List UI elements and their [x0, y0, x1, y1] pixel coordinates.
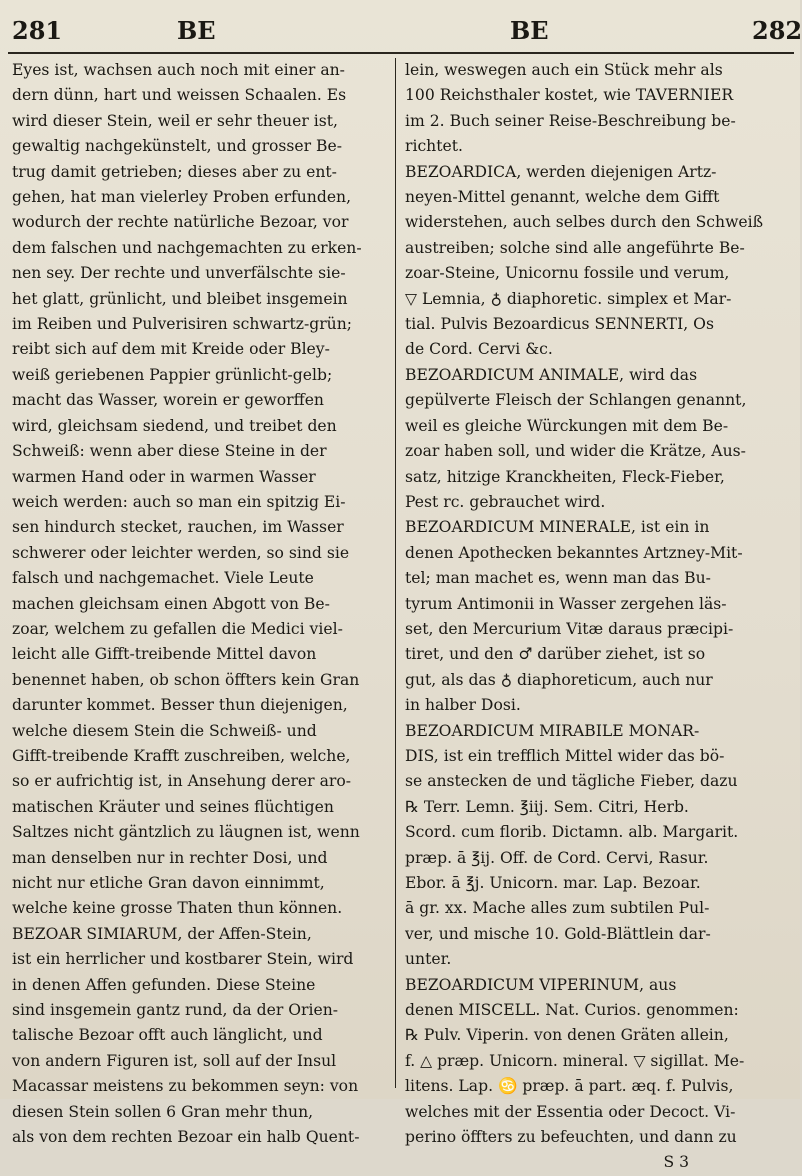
- text-line: Scord. cum florib. Dictamn. alb. Margarit.: [405, 823, 739, 842]
- left-column: [12, 58, 386, 1147]
- text-line: BEZOAR SIMIARUM, der Affen-Stein,: [12, 924, 312, 943]
- text-line: widerstehen, auch selbes durch den Schweiß: [405, 213, 764, 232]
- running-head-left: BE: [177, 16, 216, 45]
- text-line: gehen, hat man vielerley Proben erfunden,: [12, 188, 352, 207]
- text-line: gut, als das ♁ diaphoreticum, auch nur: [405, 670, 713, 689]
- text-line: BEZOARDICUM ANIMALE, wird das: [405, 365, 698, 384]
- text-line: BEZOARDICUM VIPERINUM, aus: [405, 975, 677, 994]
- text-line: gewaltig nachgekünstelt, und grosser Be-: [12, 137, 343, 156]
- text-line: austreiben; solche sind alle angeführte Be-: [405, 238, 745, 257]
- text-line: f. △ præp. Unicorn. mineral. ▽ sigillat. Me-: [405, 1051, 745, 1070]
- text-line: Pest rc. gebrauchet wird.: [405, 492, 606, 511]
- page-number-left: 281: [12, 16, 63, 45]
- signature-mark: S 3: [663, 1153, 689, 1172]
- text-line: ℞ Terr. Lemn. ℥iij. Sem. Citri, Herb.: [405, 797, 689, 816]
- text-line: reibt sich auf dem mit Kreide oder Bley-: [12, 340, 330, 359]
- text-line: darunter kommet. Besser thun diejenigen,: [12, 696, 348, 715]
- right-column: [405, 58, 789, 1172]
- text-line: Eyes ist, wachsen auch noch mit einer an-: [12, 61, 345, 79]
- text-line: in denen Affen gefunden. Diese Steine: [12, 975, 316, 994]
- text-line: in halber Dosi.: [405, 696, 521, 715]
- header-rule: [8, 52, 794, 54]
- text-line: macht das Wasser, worein er geworffen: [12, 391, 324, 410]
- text-line: zoar haben soll, und wider die Krätze, Aus-: [405, 442, 746, 461]
- text-line: tel; man machet es, wenn man das Bu-: [405, 569, 711, 588]
- column-divider: [395, 58, 396, 1088]
- text-line: nen sey. Der rechte und unverfälschte sie-: [12, 264, 346, 283]
- text-line: de Cord. Cervi &c.: [405, 340, 553, 359]
- text-line: se anstecken de und tägliche Fieber, dazu: [405, 772, 738, 791]
- text-line: tyrum Antimonii in Wasser zergehen läs-: [405, 594, 727, 613]
- text-line: machen gleichsam einen Abgott von Be-: [12, 594, 330, 613]
- text-line: im Reiben und Pulverisiren schwartz-grün;: [12, 315, 353, 334]
- text-line: weiß geriebenen Pappier grünlicht-gelb;: [12, 365, 333, 384]
- text-line: welche diesem Stein die Schweiß- und: [12, 721, 317, 740]
- text-line: Ebor. ā ℥j. Unicorn. mar. Lap. Bezoar.: [405, 874, 701, 892]
- text-line: welches mit der Essentia oder Decoct. Vi-: [405, 1102, 736, 1121]
- text-line: lein, weswegen auch ein Stück mehr als: [405, 61, 723, 79]
- text-line: 100 Reichsthaler kostet, wie TAVERNIER: [405, 86, 734, 105]
- text-line: Macassar meistens zu bekommen seyn: von: [12, 1077, 359, 1096]
- text-line: leicht alle Gifft-treibende Mittel davon: [12, 645, 317, 664]
- text-line: BEZOARDICUM MINERALE, ist ein in: [405, 518, 710, 537]
- text-line: tial. Pulvis Bezoardicus SENNERTI, Os: [405, 315, 714, 334]
- text-line: sind insgemein gantz rund, da der Orien-: [12, 1001, 339, 1020]
- text-line: wird, gleichsam siedend, und treibet den: [12, 416, 337, 435]
- text-line: als von dem rechten Bezoar ein halb Quent-: [12, 1128, 360, 1147]
- text-line: unter.: [405, 950, 452, 969]
- text-line: ▽ Lemnia, ♁ diaphoretic. simplex et Mar-: [405, 289, 732, 308]
- text-line: ℞ Pulv. Viperin. von denen Gräten allein,: [405, 1026, 729, 1045]
- text-line: wodurch der rechte natürliche Bezoar, vor: [12, 213, 349, 232]
- page-number-right: 282: [752, 16, 802, 45]
- text-line: weil es gleiche Würckungen mit dem Be-: [405, 416, 729, 435]
- text-line: ist ein herrlicher und kostbarer Stein, wird: [12, 950, 354, 969]
- text-line: wird dieser Stein, weil er sehr theuer ist,: [12, 111, 338, 130]
- text-line: von andern Figuren ist, soll auf der Insul: [12, 1051, 337, 1070]
- text-line: perino öffters zu befeuchten, und dann zu: [405, 1128, 737, 1147]
- text-line: richtet.: [405, 137, 463, 156]
- text-line: BEZOARDICA, werden diejenigen Artz-: [405, 162, 717, 181]
- text-line: zoar, welchem zu gefallen die Medici viel-: [12, 619, 343, 638]
- text-line: dem falschen und nachgemachten zu erken-: [12, 238, 362, 257]
- text-line: dern dünn, hart und weissen Schaalen. Es: [12, 86, 347, 105]
- running-head-right: BE: [510, 16, 549, 45]
- text-line: diesen Stein sollen 6 Gran mehr thun,: [12, 1102, 314, 1121]
- text-line: neyen-Mittel genannt, welche dem Gifft: [405, 188, 720, 207]
- running-header: [0, 0, 800, 56]
- text-line: DIS, ist ein trefflich Mittel wider das bö-: [405, 746, 725, 765]
- text-line: satz, hitzige Kranckheiten, Fleck-Fieber,: [405, 467, 725, 486]
- text-line: Gifft-treibende Krafft zuschreiben, welche,: [12, 746, 351, 765]
- text-line: gepülverte Fleisch der Schlangen genannt,: [405, 391, 747, 410]
- text-line: præp. ā ℥ij. Off. de Cord. Cervi, Rasur.: [405, 848, 709, 867]
- text-line: so er aufrichtig ist, in Ansehung derer aro-: [12, 772, 351, 791]
- text-line: benennet haben, ob schon öffters kein Gran: [12, 670, 360, 689]
- text-line: ver, und mische 10. Gold-Blättlein dar-: [405, 924, 711, 943]
- text-line: set, den Mercurium Vitæ daraus præcipi-: [405, 619, 734, 638]
- text-line: tiret, und den ♂ darüber ziehet, ist so: [405, 645, 706, 664]
- text-line: weich werden: auch so man ein spitzig Ei-: [12, 492, 346, 511]
- text-line: falsch und nachgemachet. Viele Leute: [12, 569, 314, 588]
- text-line: warmen Hand oder in warmen Wasser: [12, 467, 316, 486]
- text-line: het glatt, grünlicht, und bleibet insgemein: [12, 289, 348, 308]
- text-line: Saltzes nicht gäntzlich zu läugnen ist, wenn: [12, 823, 360, 842]
- text-line: welche keine grosse Thaten thun können.: [12, 899, 343, 918]
- text-line: ā gr. xx. Mache alles zum subtilen Pul-: [405, 899, 710, 918]
- text-line: im 2. Buch seiner Reise-Beschreibung be-: [405, 111, 736, 130]
- text-line: zoar-Steine, Unicornu fossile und verum,: [405, 264, 730, 283]
- text-line: denen MISCELL. Nat. Curios. genommen:: [405, 1001, 739, 1020]
- text-line: talische Bezoar offt auch länglicht, und: [12, 1026, 323, 1045]
- text-line: denen Apothecken bekanntes Artzney-Mit-: [405, 543, 743, 562]
- text-line: matischen Kräuter und seines flüchtigen: [12, 797, 334, 816]
- text-line: trug damit getrieben; dieses aber zu ent-: [12, 162, 337, 181]
- text-line: litens. Lap. ♋ præp. ā part. æq. f. Pulvis,: [405, 1077, 734, 1096]
- text-line: sen hindurch stecket, rauchen, im Wasser: [12, 518, 344, 537]
- text-line: schwerer oder leichter werden, so sind sie: [12, 543, 350, 562]
- text-line: nicht nur etliche Gran davon einnimmt,: [12, 874, 325, 892]
- text-line: man denselben nur in rechter Dosi, und: [12, 848, 328, 867]
- text-line: BEZOARDICUM MIRABILE MONAR-: [405, 721, 700, 740]
- text-line: Schweiß: wenn aber diese Steine in der: [12, 442, 327, 461]
